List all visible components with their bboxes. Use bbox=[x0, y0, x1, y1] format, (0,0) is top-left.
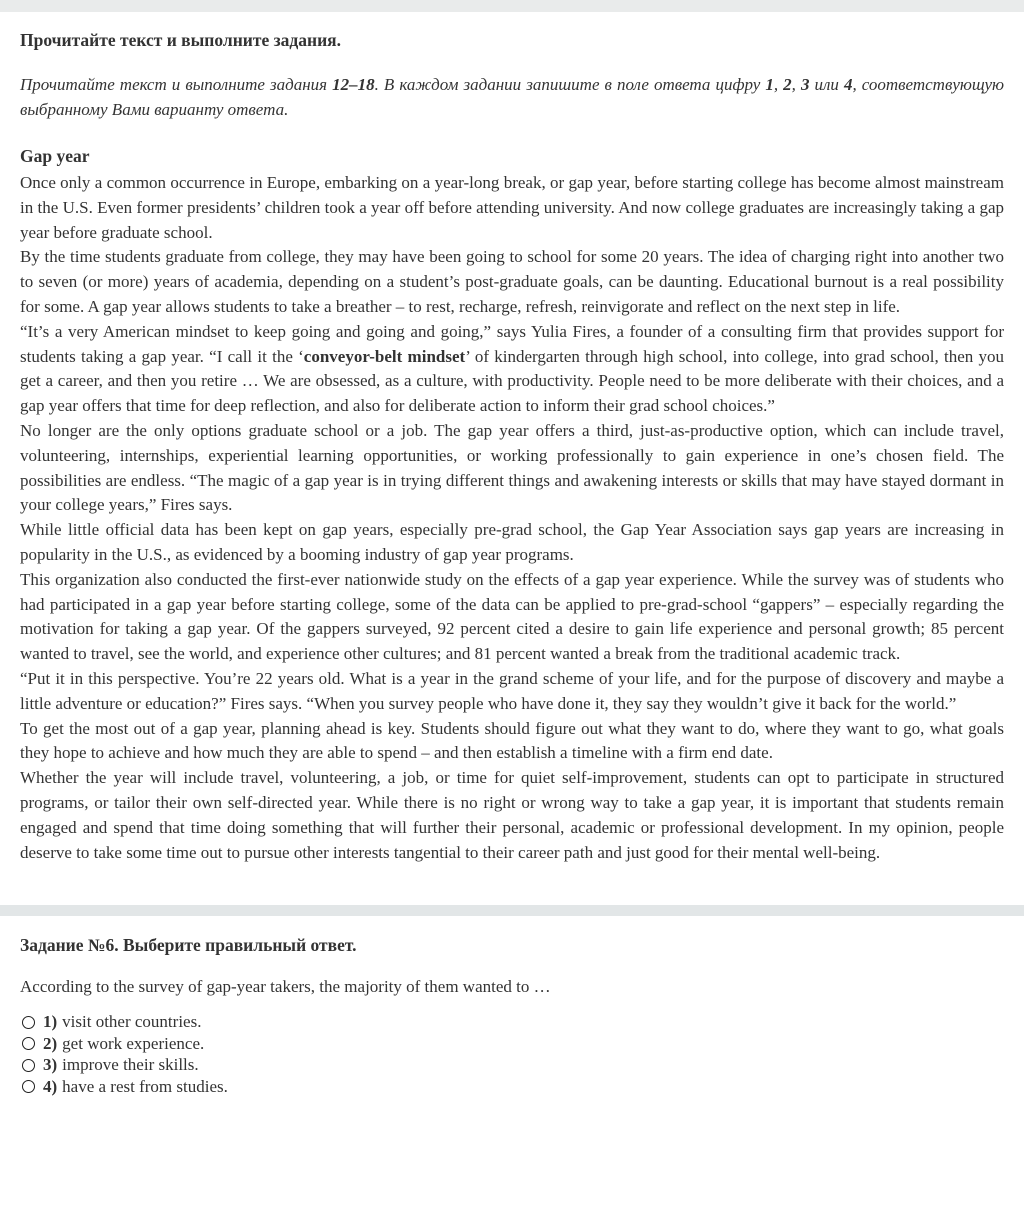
answer-option-row[interactable] bbox=[20, 1033, 1004, 1055]
article-paragraph bbox=[20, 667, 1004, 717]
instruction-text bbox=[20, 72, 1004, 122]
article-body bbox=[20, 171, 1004, 865]
text-segment: . В каждом задании запишите в поле ответа цифру bbox=[374, 75, 766, 94]
text-segment: 1 bbox=[765, 75, 774, 94]
text-segment: While little official data has been kept on gap years, especially pre-grad school, the Gap Year Association says gap years are increasing in popularity in the U.S., as evidenced by a booming industry of gap year programs. bbox=[20, 520, 1004, 564]
answer-radio-1[interactable] bbox=[22, 1016, 35, 1029]
task-title: Задание №6. Выберите правильный ответ. bbox=[20, 935, 357, 956]
section-title: Прочитайте текст и выполните задания. bbox=[20, 30, 342, 50]
text-segment: This organization also conducted the first-ever nationwide study on the effects of a gap year experience. While the survey was of students who had participated in a gap year before starting college, some of the data can be applied to pre-grad-school “gappers” – especially regarding the motivation for taking a gap year. Of the gappers surveyed, 92 percent cited a desire to gain life experience and personal growth; 85 percent wanted to travel, see the world, and experience other cultures; and 81 percent wanted a break from the traditional academic track. bbox=[20, 569, 1004, 664]
option-number: 3) bbox=[43, 1055, 58, 1075]
answer-option-row[interactable] bbox=[20, 1054, 1004, 1076]
article-paragraph bbox=[20, 518, 1004, 568]
reading-section bbox=[0, 30, 1024, 865]
article-paragraph bbox=[20, 245, 1004, 319]
section-divider bbox=[0, 905, 1024, 916]
text-segment: No longer are the only options graduate school or a job. The gap year offers a third, just-as-productive option, which can include travel, volunteering, internships, experiential learning opportunities, or working professionally to gain experience in one’s chosen field. The possibilities are endless. “The magic of a gap year is in trying different things and awakening interests or skills that may have stayed dormant in your college years,” Fires says. bbox=[20, 420, 1004, 515]
answer-option-row[interactable] bbox=[20, 1076, 1004, 1098]
text-segment: Whether the year will include travel, volunteering, a job, or time for quiet self-improvement, students can opt to participate in structured programs, or tailor their own self-directed year. While there is no right or wrong way to take a gap year, it is important that students remain engaged and spend that time doing something that will further their personal, academic or professional development. In my opinion, people deserve to take some time out to pursue other interests tangential to their career path and just good for their mental well-being. bbox=[20, 768, 1004, 862]
option-label: have a rest from studies. bbox=[62, 1076, 228, 1096]
text-segment: 12–18 bbox=[332, 75, 375, 94]
text-segment: Once only a common occurrence in Europe, embarking on a year-long break, or gap year, before starting college has become almost mainstream in the U.S. Even former presidents’ children took a year off before attending university. And now college graduates are increasingly taking a gap year before graduate school. bbox=[20, 173, 1004, 242]
article-title: Gap year bbox=[20, 146, 90, 166]
option-label: improve their skills. bbox=[62, 1055, 199, 1075]
task-section bbox=[0, 935, 1024, 1097]
article-paragraph bbox=[20, 568, 1004, 667]
text-segment: 2 bbox=[783, 75, 792, 94]
article-paragraph bbox=[20, 717, 1004, 767]
text-segment: 3 bbox=[800, 75, 810, 94]
answer-option-row[interactable] bbox=[20, 1011, 1004, 1033]
article-paragraph bbox=[20, 171, 1004, 245]
option-label: visit other countries. bbox=[62, 1012, 202, 1032]
answer-radio-2[interactable] bbox=[22, 1037, 35, 1050]
article-paragraph bbox=[20, 419, 1004, 518]
text-segment: “It’s a very American mindset to keep going and going and going,” says Yulia Fires, a founder of a consulting firm that provides support for students taking a gap year. “I call it the ‘ bbox=[20, 321, 1004, 366]
option-number: 2) bbox=[43, 1033, 58, 1053]
text-segment: ’ of kindergarten through high school, into college, into grad school, then you get a career, and then you retire … We are obsessed, as a culture, with productivity. People need to be more deliberate with their choices, and a gap year offers that time for deep reflection, and also for deliberate action to inform their grad school choices.” bbox=[20, 346, 1004, 416]
article-paragraph bbox=[20, 766, 1004, 865]
text-segment: To get the most out of a gap year, planning ahead is key. Students should figure out what they want to do, where they want to go, what goals they hope to achieve and how much they are able to spend – and then establish a timeline with a firm end date. bbox=[20, 718, 1004, 763]
text-segment: , соответствующую выбранному Вами варианту ответа. bbox=[20, 75, 1005, 119]
text-segment: 4 bbox=[843, 75, 853, 94]
top-divider-bar bbox=[0, 0, 1024, 12]
article-paragraph bbox=[20, 320, 1004, 419]
answer-radio-4[interactable] bbox=[22, 1080, 35, 1093]
text-segment: , bbox=[791, 75, 801, 94]
text-segment: conveyor-belt mindset bbox=[303, 346, 466, 366]
option-number: 1) bbox=[43, 1012, 58, 1032]
text-segment: By the time students graduate from college, they may have been going to school for some 20 years. The idea of charging right into another two to seven (or more) years of academia, depending on a student’s post-graduate goals, can be daunting. Educational burnout is a real possibility for some. A gap year allows students to take a breather – to rest, recharge, refresh, reinvigorate and reflect on the next step in life. bbox=[20, 247, 1004, 316]
text-segment: или bbox=[809, 75, 844, 94]
answer-radio-3[interactable] bbox=[22, 1059, 35, 1072]
question-text: According to the survey of gap-year takers, the majority of them wanted to … bbox=[20, 977, 551, 997]
option-label: get work experience. bbox=[62, 1033, 205, 1053]
option-number: 4) bbox=[43, 1076, 58, 1096]
text-segment: “Put it in this perspective. You’re 22 years old. What is a year in the grand scheme of your life, and for the purpose of discovery and maybe a little adventure or education?” Fires says. “When you survey people who have done it, they say they wouldn’t give it back for the world.” bbox=[20, 668, 1004, 713]
text-segment: , bbox=[773, 75, 784, 94]
text-segment: Прочитайте текст и выполните задания bbox=[20, 75, 333, 94]
answer-options bbox=[20, 1011, 1004, 1097]
